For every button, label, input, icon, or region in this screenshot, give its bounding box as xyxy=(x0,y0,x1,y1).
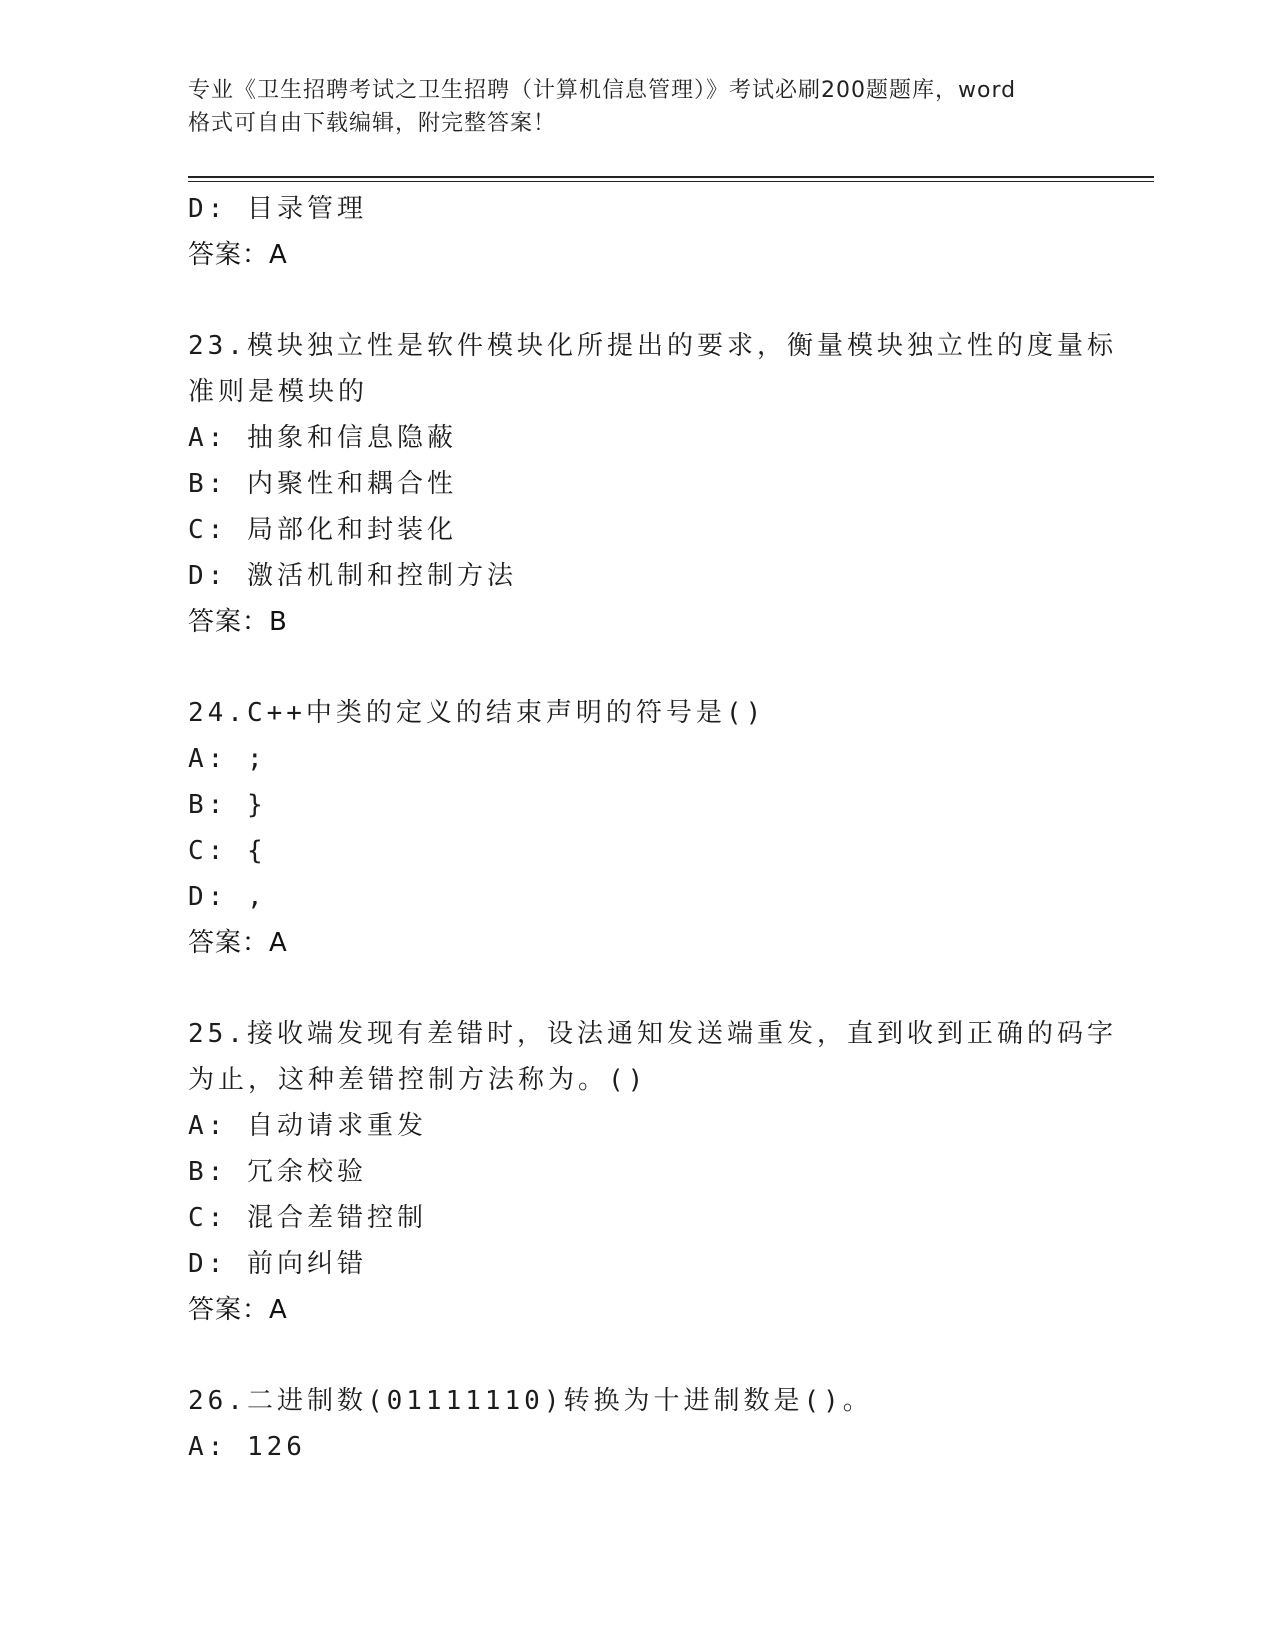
option-d: D: 前向纠错 xyxy=(188,1249,367,1279)
answer: 答案：A xyxy=(188,240,288,270)
option-c: C: 局部化和封装化 xyxy=(188,515,457,545)
spacer xyxy=(188,278,1088,323)
spacer xyxy=(188,1333,1088,1378)
option-c: C: { xyxy=(188,836,267,866)
question-stem: 25.接收端发现有差错时，设法通知发送端重发，直到收到正确的码字 xyxy=(188,1019,1117,1049)
header-rule-thin xyxy=(188,181,1154,182)
question-stem: 24.C++中类的定义的结束声明的符号是() xyxy=(188,698,766,728)
document-body xyxy=(188,186,1117,1470)
question-26 xyxy=(188,1378,1088,1470)
answer: 答案：A xyxy=(188,1295,288,1325)
question-25 xyxy=(188,1011,1117,1333)
option-a: A: 126 xyxy=(188,1432,306,1462)
option-a: A: 抽象和信息隐蔽 xyxy=(188,423,457,453)
option-b: B: 冗余校验 xyxy=(188,1157,367,1187)
question-stem-continued: 为止，这种差错控制方法称为。() xyxy=(188,1065,648,1095)
spacer xyxy=(188,645,1088,690)
option-c: C: 混合差错控制 xyxy=(188,1203,427,1233)
header-line-1: 专业《卫生招聘考试之卫生招聘（计算机信息管理）》考试必刷200题题库，word xyxy=(188,78,1017,103)
option-b: B: 内聚性和耦合性 xyxy=(188,469,457,499)
option-a: A: ; xyxy=(188,744,267,774)
answer: 答案：A xyxy=(188,928,288,958)
header-rule-thick xyxy=(188,176,1154,178)
page-header xyxy=(188,74,1088,140)
option-b: B: } xyxy=(188,790,267,820)
question-22-tail xyxy=(188,186,1088,278)
option-d: D: 激活机制和控制方法 xyxy=(188,561,517,591)
spacer xyxy=(188,966,1088,1011)
question-stem: 26.二进制数(01111110)转换为十进制数是()。 xyxy=(188,1386,873,1416)
question-stem: 23.模块独立性是软件模块化所提出的要求，衡量模块独立性的度量标 xyxy=(188,331,1117,361)
option-d: D: 目录管理 xyxy=(188,194,367,224)
header-line-2: 格式可自由下载编辑，附完整答案！ xyxy=(188,111,557,136)
question-stem-continued: 准则是模块的 xyxy=(188,377,369,407)
question-24 xyxy=(188,690,1088,966)
answer: 答案：B xyxy=(188,607,288,637)
option-d: D: , xyxy=(188,882,267,912)
question-23 xyxy=(188,323,1117,645)
option-a: A: 自动请求重发 xyxy=(188,1111,427,1141)
